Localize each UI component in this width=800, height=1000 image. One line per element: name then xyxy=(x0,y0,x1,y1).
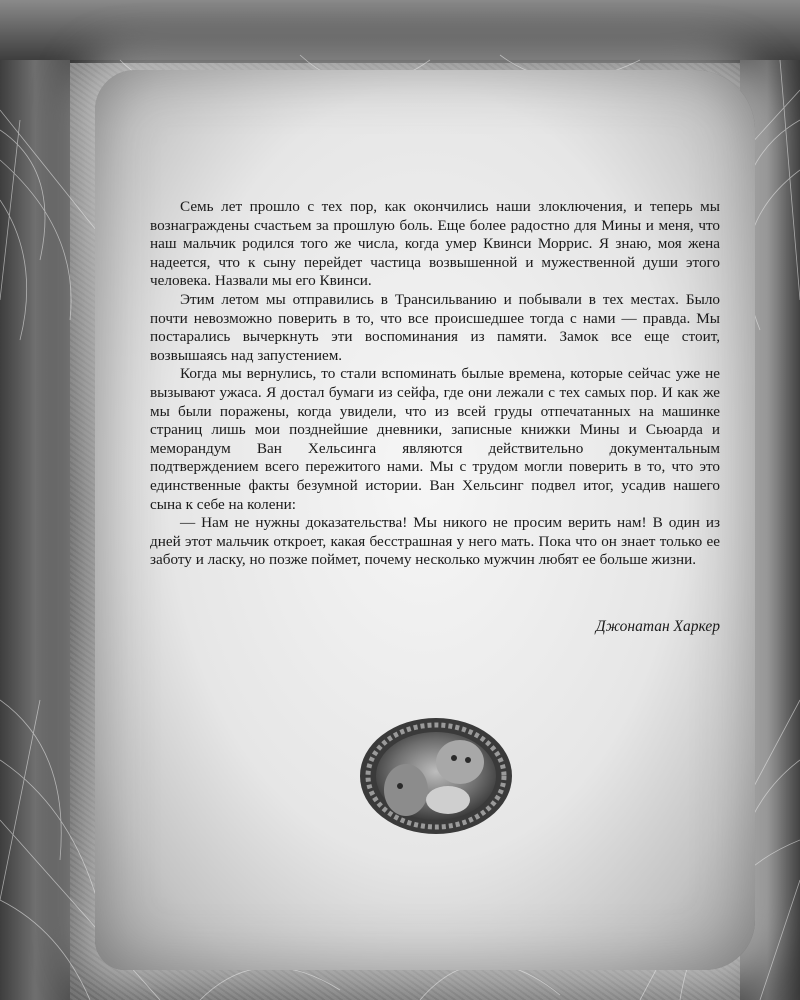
paragraph: Когда мы вернулись, то стали вспоминать былые времена, которые сейчас уже не вызывают ужаса. Я достал бумаги из сейфа, где они лежали с тех самых пор. И как же мы были поражены, когда увидели, что из всей груды отпечатанных на машинке страниц лишь мои позднейшие дневники, записные книжки Мины и Сьюарда и меморандум Ван Хельсинга являются действительно документальным подтверждением всего пережитого нами. Мы с трудом могли поверить в то, что это единственные факты безумной истории. Ван Хельсинг подвел итог, усадив нашего сына к себе на колени: xyxy=(150,365,720,513)
paragraph: Семь лет прошло с тех пор, как окончились наши злоключения, и теперь мы вознаграждены счастьем за прошлую боль. Еще более радостно для Мины и меня, что наш мальчик родился того же числа, когда умер Квинси Моррис. Я знаю, моя жена надеется, что к сыну перейдет частица возвышенной и мужественной души этого человека. Назвали мы его Квинси. xyxy=(150,198,720,290)
stone-frame-top xyxy=(0,0,800,63)
stone-frame-left xyxy=(0,60,70,1000)
paragraph: — Нам не нужны доказательства! Мы никого не просим верить нам! В один из дней этот мальчик откроет, какая бесстрашная у него мать. Пока что он знает только ее заботу и ласку, но позже поймет, почему несколько мужчин любят ее больше жизни. xyxy=(150,514,720,569)
stone-medallion-illustration xyxy=(358,716,514,836)
paragraph: Этим летом мы отправились в Трансильванию и побывали в тех местах. Было почти невозможно поверить в то, что все происшедшее тогда с нами — правда. Мы постарались вычеркнуть эти воспоминания из памяти. Замок все еще стоит, возвышаясь над запустением. xyxy=(150,290,720,364)
signature: Джонатан Харкер xyxy=(595,618,720,635)
story-text xyxy=(150,198,720,570)
